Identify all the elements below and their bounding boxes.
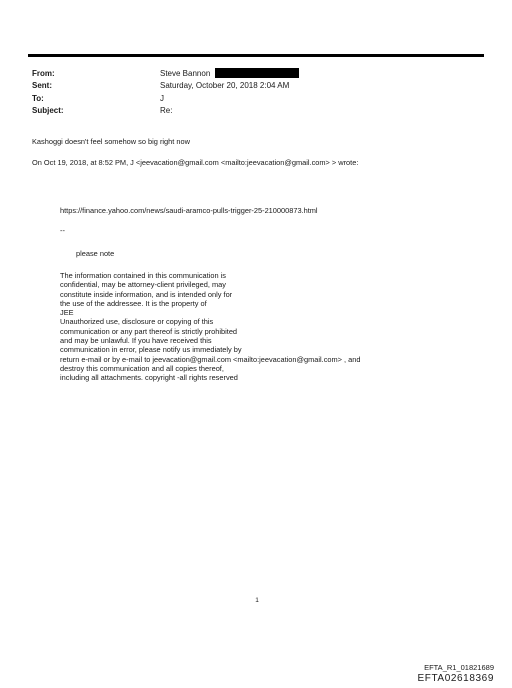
sent-label: Sent:: [32, 81, 52, 91]
sent-value: Saturday, October 20, 2018 2:04 AM: [160, 81, 290, 91]
page-number: 1: [255, 597, 259, 604]
disclaimer-block: [60, 271, 361, 383]
disclaimer-line: communication or any part thereof is strictly prohibited: [60, 326, 238, 336]
header-rule: [28, 54, 484, 57]
email-header: [32, 67, 472, 117]
disclaimer-line: return e-mail or by e-mail to jeevacation@gmail.com <mailto:jeevacation@gmail.com> , and: [60, 354, 361, 364]
from-row: [32, 67, 472, 80]
please-note: please note: [76, 249, 115, 258]
to-value: J: [160, 93, 164, 103]
disclaimer-line: communication in error, please notify us immediately by: [60, 345, 242, 355]
subject-row: [32, 105, 472, 118]
subject-label: Subject:: [32, 106, 64, 116]
from-label: From:: [32, 68, 55, 78]
disclaimer-line: confidential, may be attorney-client privileged, may: [60, 280, 226, 290]
bates-number-r1: EFTA_R1_01821689: [424, 663, 494, 672]
disclaimer-line: destroy this communication and all copies thereof,: [60, 363, 224, 373]
to-label: To:: [32, 93, 44, 103]
subject-value: Re:: [160, 106, 173, 116]
separator: --: [60, 226, 65, 235]
reply-line: Kashoggi doesn't feel somehow so big right now: [32, 137, 190, 146]
redaction-bar: [215, 68, 299, 78]
sent-row: [32, 80, 472, 93]
disclaimer-line: including all attachments. copyright -all rights reserved: [60, 373, 238, 383]
disclaimer-line: and may be unlawful. If you have received this: [60, 336, 212, 346]
disclaimer-line: Unauthorized use, disclosure or copying of this: [60, 317, 214, 327]
disclaimer-line: JEE: [60, 308, 74, 318]
article-link: https://finance.yahoo.com/news/saudi-aramco-pulls-trigger-25-210000873.html: [60, 206, 318, 215]
quote-attribution: On Oct 19, 2018, at 8:52 PM, J <jeevacation@gmail.com <mailto:jeevacation@gmail.com> > wrote:: [32, 158, 359, 167]
disclaimer-line: The information contained in this communication is: [60, 271, 226, 280]
to-row: [32, 92, 472, 105]
disclaimer-line: the use of the addressee. It is the property of: [60, 298, 207, 308]
disclaimer-line: constitute inside information, and is intended only for: [60, 289, 233, 299]
from-value: Steve Bannon: [160, 68, 211, 78]
bates-number: EFTA02618369: [417, 673, 494, 684]
